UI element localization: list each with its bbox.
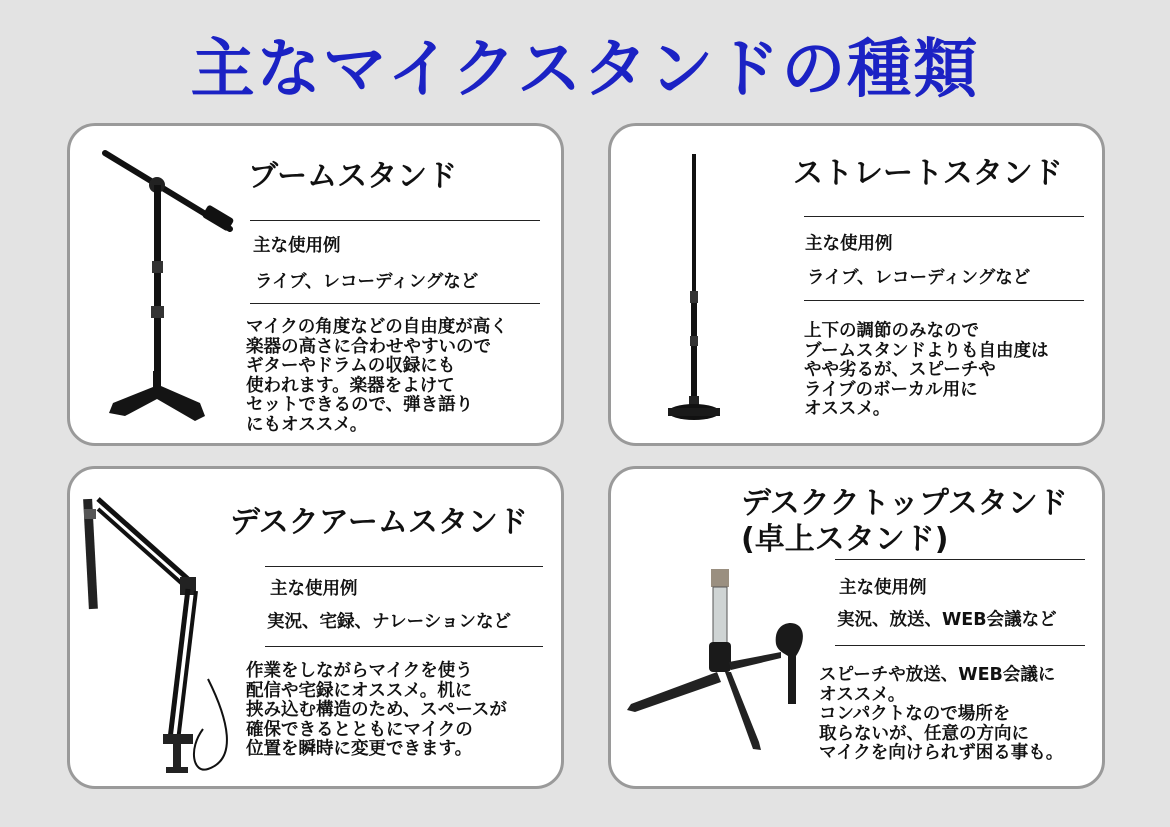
boom-stand-illustration (95, 141, 235, 441)
card-description: スピーチや放送、WEB会議に オススメ。 コンパクトなので場所を 取らないが、任意の方向に マイクを向けられず困る事も。 (819, 665, 1064, 763)
card-title: デスクアームスタンド (230, 505, 528, 540)
usage-text: ライブ、レコーディングなど (255, 272, 479, 292)
divider (804, 216, 1084, 217)
usage-label: 主な使用例 (270, 579, 358, 599)
usage-text: 実況、宅録、ナレーションなど (267, 612, 511, 632)
card-desk-arm-stand (67, 466, 564, 789)
divider (250, 303, 540, 304)
divider (265, 646, 543, 647)
divider (250, 220, 540, 221)
usage-label: 主な使用例 (253, 236, 341, 256)
divider (265, 566, 543, 567)
usage-label: 主な使用例 (805, 234, 893, 254)
card-title-line2: (卓上スタンド) (741, 522, 949, 557)
divider (804, 300, 1084, 301)
page-title: 主なマイクスタンドの種類 (190, 33, 980, 107)
card-description: マイクの角度などの自由度が高く 楽器の高さに合わせやすいので ギターやドラムの収録にも 使われます。楽器をよけて セットできるので、弾き語り にもオススメ。 (246, 317, 508, 435)
card-desktop-stand (608, 466, 1105, 789)
usage-text: ライブ、レコーディングなど (807, 268, 1031, 288)
usage-label: 主な使用例 (839, 578, 927, 598)
card-boom-stand (67, 123, 564, 446)
card-description: 作業をしながらマイクを使う 配信や宅録にオススメ。机に 挟み込む構造のため、スペースが 確保できるとともにマイクの 位置を瞬時に変更できます。 (246, 661, 507, 759)
card-title: ストレートスタンド (793, 156, 1063, 191)
card-title: ブームスタンド (248, 159, 458, 194)
divider (835, 645, 1085, 646)
card-straight-stand (608, 123, 1105, 446)
straight-stand-illustration (646, 146, 746, 446)
usage-text: 実況、放送、WEB会議など (837, 610, 1057, 630)
desk-arm-stand-illustration (78, 479, 248, 789)
divider (835, 559, 1085, 560)
card-description: 上下の調節のみなので ブームスタンドよりも自由度は やや劣るが、スピーチや ライブのボーカル用に オススメ。 (804, 321, 1049, 419)
card-title-line1: デスククトップスタンド (741, 486, 1068, 521)
desktop-stand-illustration (621, 564, 821, 764)
